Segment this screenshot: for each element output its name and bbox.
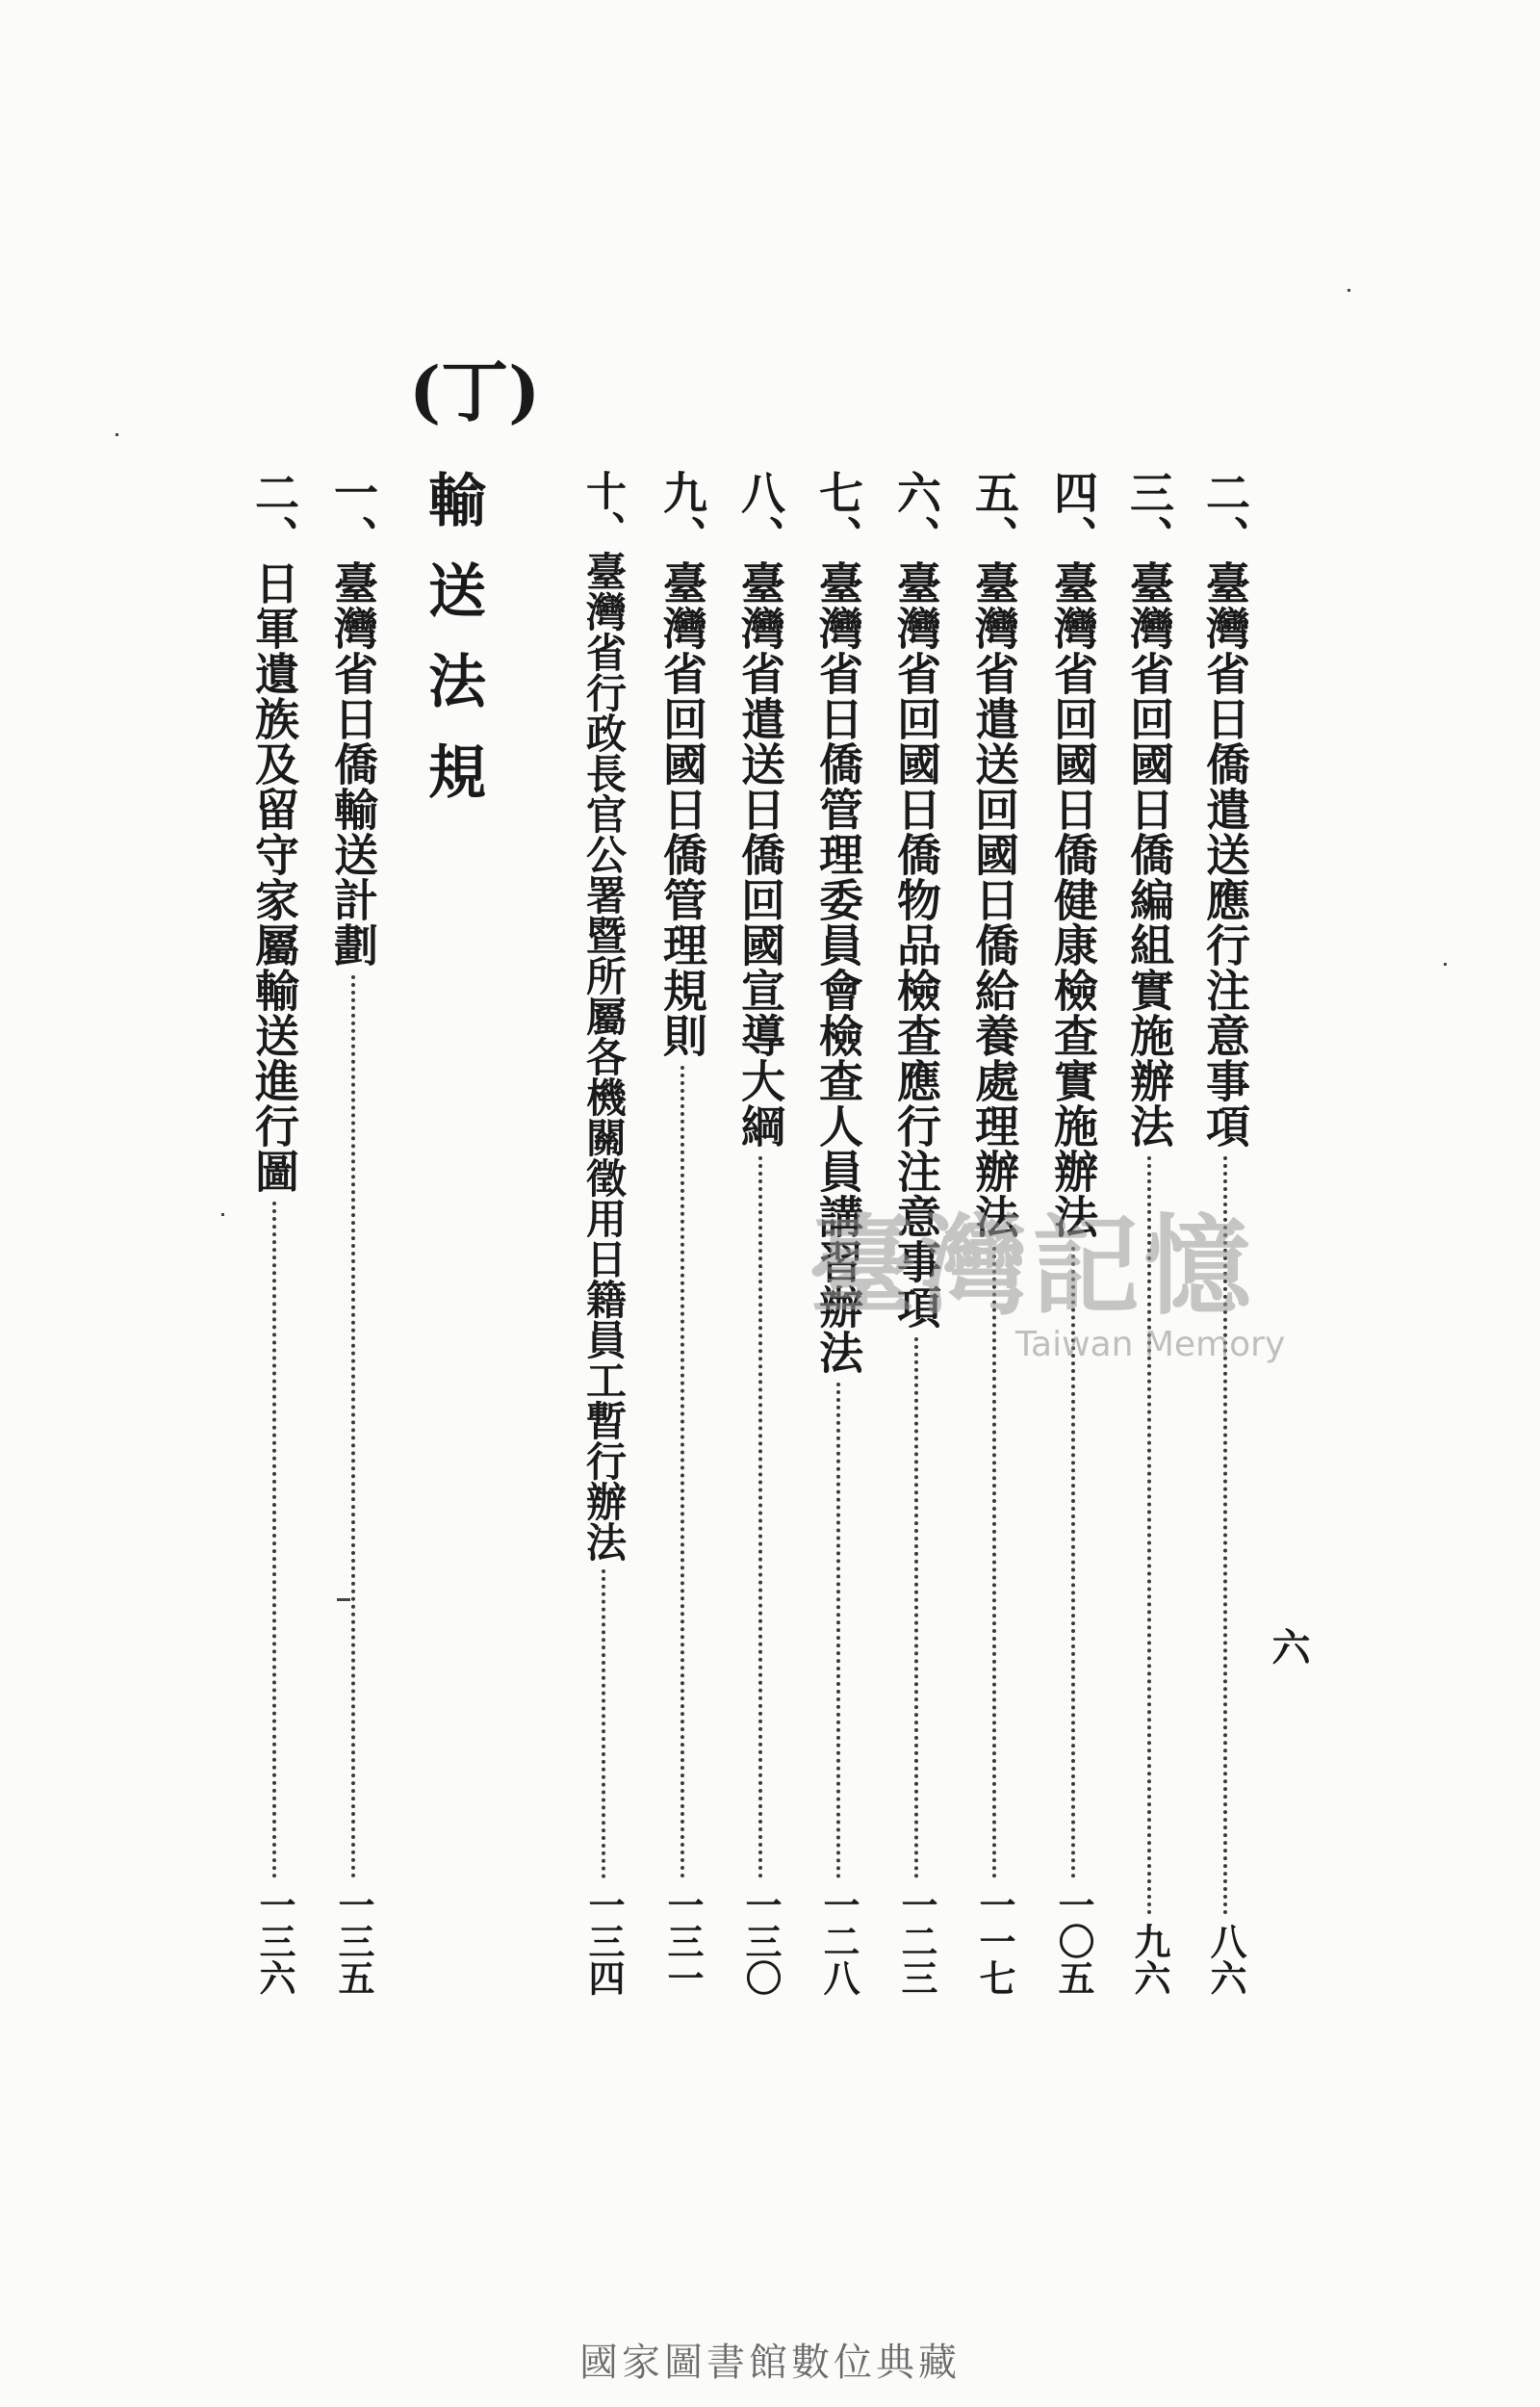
entry-page: 一三六 [253, 1886, 296, 1996]
toc-entry [327, 470, 379, 1996]
dot-leader [836, 1383, 840, 1878]
entry-title: 九、臺灣省回國日僑管理規則 [656, 470, 708, 1058]
entry-title: 五、臺灣省遣送回國日僑給養處理辦法 [968, 470, 1020, 1239]
entry-page: 一二三 [895, 1886, 938, 1996]
entry-title: 四、臺灣省回國日僑健康檢查實施辦法 [1047, 470, 1099, 1239]
entry-page: 一三一 [661, 1886, 705, 1996]
entry-title: 十、臺灣省行政長官公署暨所屬各機關徵用日籍員工暫行辦法 [580, 470, 628, 1562]
entry-title: 六、臺灣省回國日僑物品檢查應行注意事項 [890, 470, 942, 1330]
footer-credit: 國家圖書館數位典藏 [579, 2341, 961, 2385]
page-number: 六 [1266, 1627, 1311, 1666]
toc-entry [578, 470, 629, 1996]
dot-leader [272, 1202, 276, 1878]
entry-page: 九六 [1128, 1923, 1171, 1996]
toc-entry [734, 470, 786, 1996]
scan-speck [221, 1213, 224, 1216]
scan-speck [337, 1598, 350, 1601]
dot-leader [351, 975, 355, 1878]
entry-title: 二、日軍遺族及留守家屬輸送進行圖 [248, 470, 300, 1194]
entry-title: 七、臺灣省日僑管理委員會檢查人員講習辦法 [812, 470, 864, 1375]
entry-page: 一二八 [817, 1886, 860, 1996]
watermark-cn: 臺灣記憶 [808, 1204, 1255, 1330]
scan-speck [116, 433, 118, 436]
watermark-en: Taiwan Memory [1015, 1325, 1286, 1364]
entry-title: 二、臺灣省日僑遣送應行注意事項 [1199, 470, 1251, 1149]
entry-page: 八六 [1204, 1923, 1247, 1996]
entry-title: 一、臺灣省日僑輸送計劃 [327, 470, 379, 968]
entry-page: 一〇五 [1052, 1886, 1095, 1996]
scan-speck [1348, 289, 1350, 292]
dot-leader [914, 1337, 918, 1878]
section-title: 輸送法規 [419, 470, 486, 832]
entry-page: 一三〇 [739, 1886, 783, 1996]
entry-page: 一三五 [332, 1886, 375, 1996]
dot-leader [758, 1156, 762, 1878]
entry-title: 八、臺灣省遣送日僑回國宣導大綱 [734, 470, 786, 1149]
watermark-logo [808, 1204, 1309, 1386]
dot-leader [680, 1066, 684, 1878]
toc-entry [656, 470, 708, 1996]
toc-entry [248, 470, 300, 1996]
section-label: (丁) [409, 351, 541, 431]
entry-page: 一一七 [973, 1886, 1016, 1996]
entry-page: 一三四 [582, 1886, 626, 1996]
scan-speck [1444, 963, 1447, 966]
dot-leader [602, 1569, 605, 1878]
entry-title: 三、臺灣省回國日僑編組實施辦法 [1123, 470, 1175, 1149]
